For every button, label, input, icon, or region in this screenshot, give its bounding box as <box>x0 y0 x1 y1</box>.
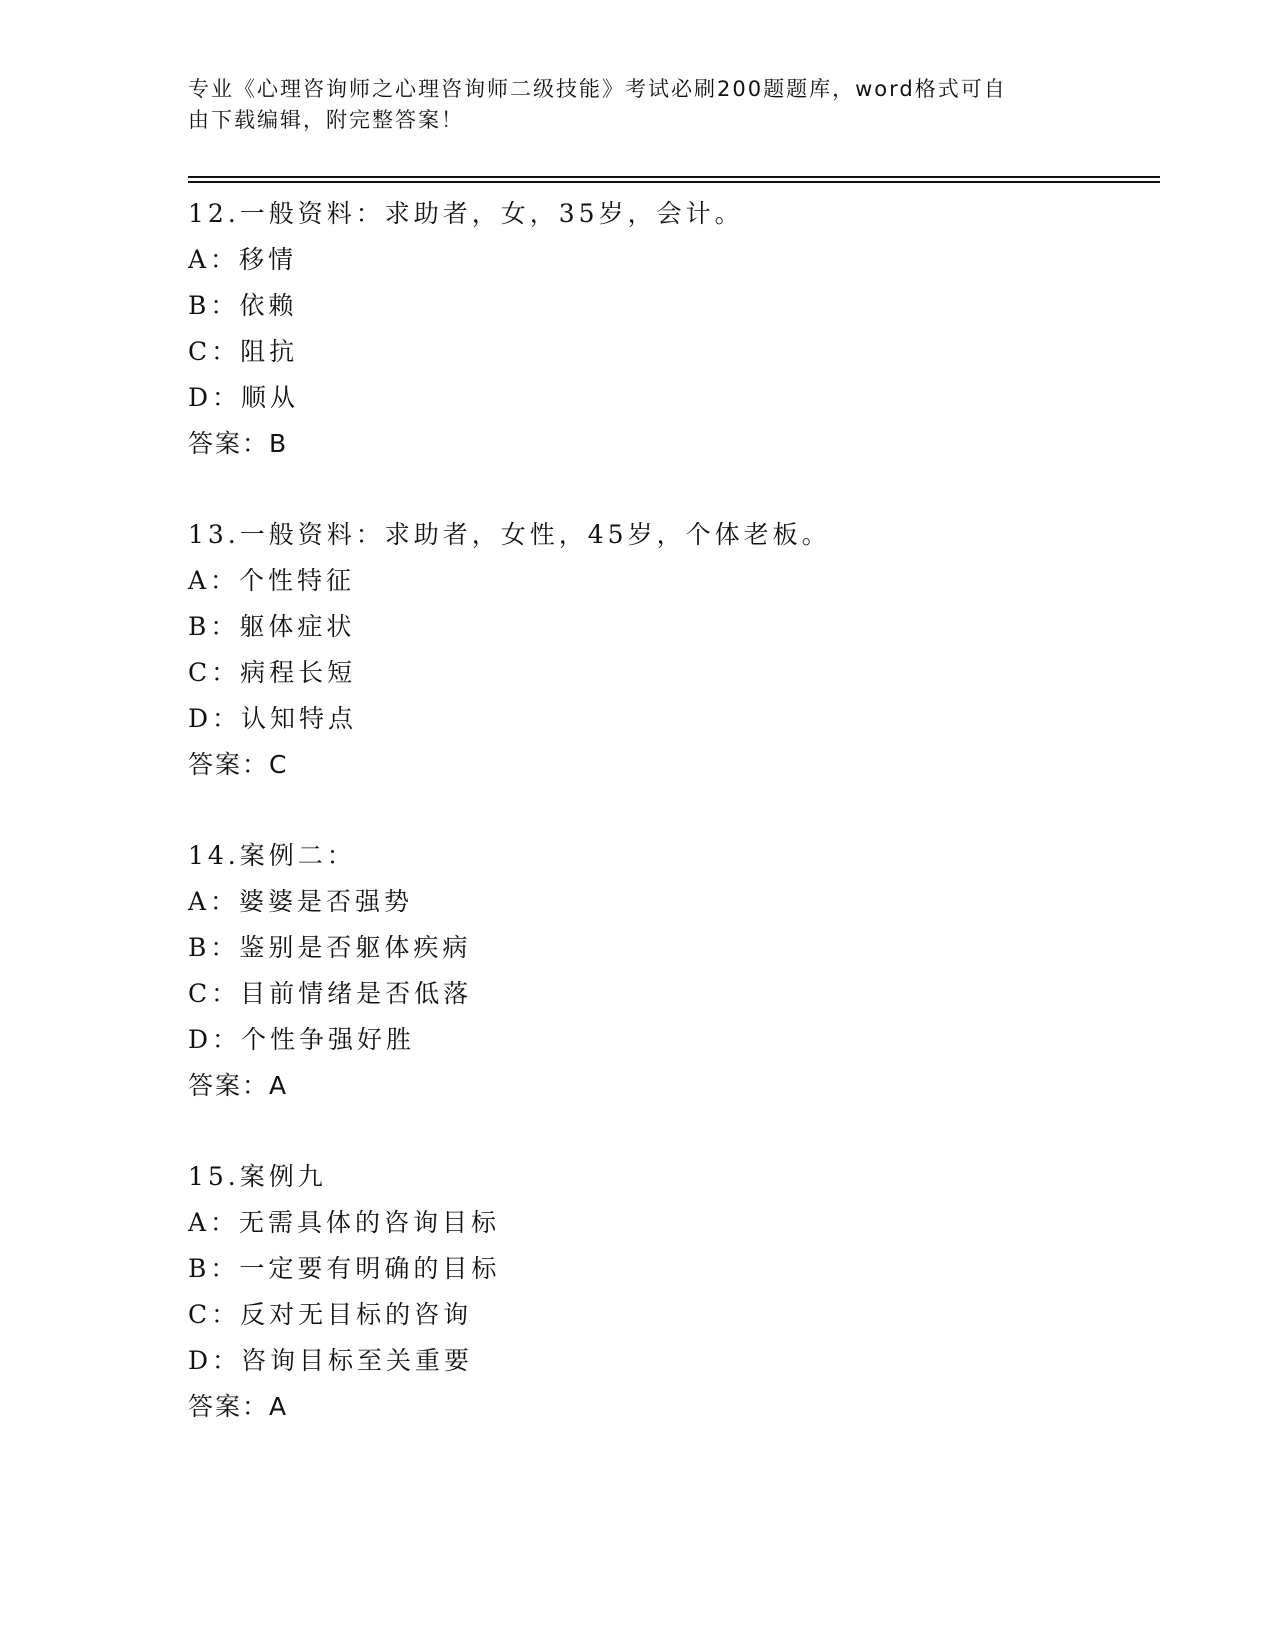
option-c: C：阻抗 <box>188 337 299 366</box>
answer-line: 答案：A <box>188 1071 289 1100</box>
header-line-2: 由下载编辑，附完整答案！ <box>188 108 464 132</box>
header-divider-top <box>188 176 1160 178</box>
document-header <box>188 74 1068 136</box>
option-c: C：目前情绪是否低落 <box>188 979 473 1008</box>
option-a: A：移情 <box>188 245 298 274</box>
option-a: A：婆婆是否强势 <box>188 887 414 916</box>
question-stem: 14.案例二： <box>188 841 356 870</box>
option-a: A：无需具体的咨询目标 <box>188 1208 501 1237</box>
header-line-1: 专业《心理咨询师之心理咨询师二级技能》考试必刷200题题库，word格式可自 <box>188 77 1007 101</box>
option-b: B：依赖 <box>188 291 298 320</box>
option-d: D：认知特点 <box>188 704 358 733</box>
question-13 <box>188 512 1148 788</box>
question-stem: 12.一般资料：求助者，女，35岁，会计。 <box>188 199 744 228</box>
option-b: B：躯体症状 <box>188 612 356 641</box>
answer-line: 答案：B <box>188 429 289 458</box>
question-12 <box>188 191 1148 467</box>
question-spacer <box>188 788 1148 833</box>
question-spacer <box>188 467 1148 512</box>
question-list <box>188 191 1148 1430</box>
option-a: A：个性特征 <box>188 566 356 595</box>
answer-line: 答案：C <box>188 750 289 779</box>
question-stem: 15.案例九 <box>188 1162 327 1191</box>
option-b: B：一定要有明确的目标 <box>188 1254 501 1283</box>
option-c: C：反对无目标的咨询 <box>188 1300 473 1329</box>
question-stem: 13.一般资料：求助者，女性，45岁，个体老板。 <box>188 520 831 549</box>
option-d: D：个性争强好胜 <box>188 1025 416 1054</box>
answer-line: 答案：A <box>188 1392 289 1421</box>
option-c: C：病程长短 <box>188 658 357 687</box>
question-14 <box>188 833 1148 1109</box>
option-d: D：咨询目标至关重要 <box>188 1346 474 1375</box>
option-d: D：顺从 <box>188 383 300 412</box>
header-divider-bottom <box>188 181 1160 183</box>
question-15 <box>188 1154 1148 1430</box>
option-b: B：鉴别是否躯体疾病 <box>188 933 472 962</box>
question-spacer <box>188 1109 1148 1154</box>
